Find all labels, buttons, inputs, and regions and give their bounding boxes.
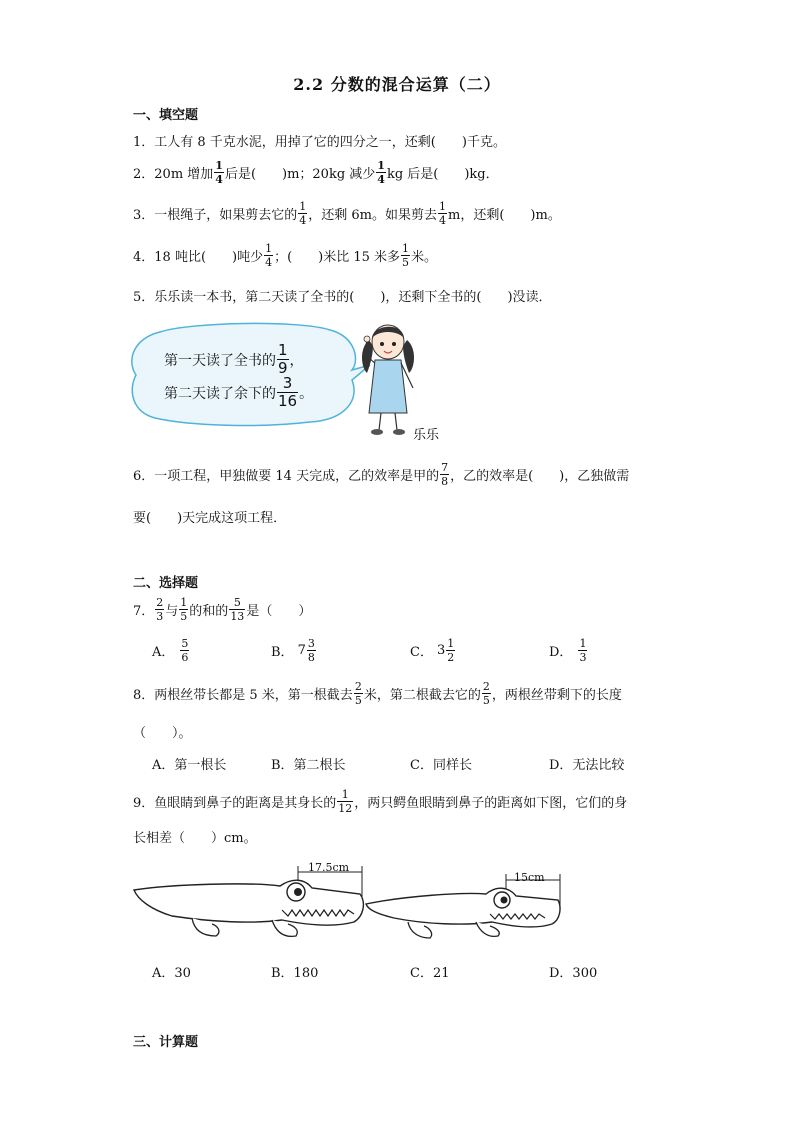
- question-9: [133, 789, 627, 814]
- question-6: [133, 462, 629, 487]
- q7-option-b-whole: 7: [297, 643, 306, 658]
- q7-option-c-label: C．: [410, 645, 433, 660]
- crocodile-1-measure: 17.5cm: [308, 861, 350, 874]
- q7-option-b[interactable]: [271, 638, 317, 663]
- section-fill-heading: 一、填空题: [133, 108, 199, 123]
- q6-fraction: $\frac{7}{8}$: [441, 461, 449, 488]
- q9-option-a[interactable]: A．30: [152, 966, 191, 981]
- q8-fraction-2: $\frac{2}{5}$: [482, 680, 490, 707]
- q3-text-a: 3．一根绳子，如果剪去它的: [133, 208, 298, 223]
- q7-option-c-fraction: $\frac{1}{2}$: [447, 637, 455, 664]
- bubble-fraction-2: $\frac{3}{16}$: [278, 374, 298, 410]
- q8-text-b: 米，第二根截去它的: [363, 688, 481, 703]
- q2-text-b: 后是( )m；20kg 减少: [224, 167, 376, 182]
- q3-fraction-1: $\frac{1}{4}$: [299, 200, 307, 227]
- q9-text-a: 9．鱼眼睛到鼻子的距离是其身长的: [133, 796, 337, 811]
- q8-text-a: 8．两根丝带长都是 5 米，第一根截去: [133, 688, 353, 703]
- q7-option-d-fraction: $\frac{1}{3}$: [579, 637, 587, 664]
- q7-text-b: 与: [165, 604, 179, 619]
- q4-fraction-1: $\frac{1}{4}$: [265, 242, 273, 269]
- q8-option-a[interactable]: A．第一根长: [152, 758, 227, 773]
- q3-text-b: ，还剩 6m。如果剪去: [308, 208, 438, 223]
- q2-fraction-2: $\frac{1}{4}$: [377, 159, 385, 186]
- q6-text-b: ，乙的效率是( )，乙独做需: [450, 469, 630, 484]
- q4-text-b: ；( )米比 15 米多: [274, 250, 401, 265]
- q8-option-c[interactable]: C．同样长: [410, 758, 472, 773]
- q3-fraction-2: $\frac{1}{4}$: [439, 200, 447, 227]
- question-8: [133, 681, 622, 706]
- question-1: 1．工人有 8 千克水泥，用掉了它的四分之一，还剩( )千克。: [133, 135, 506, 150]
- question-7: [133, 597, 311, 622]
- q7-option-b-fraction: $\frac{3}{8}$: [307, 637, 315, 664]
- q7-option-b-label: B．: [271, 645, 294, 660]
- q7-text-a: 7．: [133, 604, 155, 619]
- q8-option-b[interactable]: B．第二根长: [271, 758, 346, 773]
- page-title: 2.2 分数的混合运算（二）: [293, 75, 501, 94]
- bubble-line-2-text: 第二天读了余下的: [164, 385, 276, 402]
- q7-fraction-3: $\frac{5}{13}$: [230, 596, 245, 623]
- q9-text-b: ，两只鳄鱼眼睛到鼻子的距离如下图，它们的身: [354, 796, 628, 811]
- question-4: [133, 243, 437, 268]
- q2-text-a: 2．20m 增加: [133, 167, 214, 182]
- q9-option-c[interactable]: C．21: [410, 966, 450, 981]
- crocodile-2-measure: 15cm: [514, 871, 545, 884]
- q4-text-c: 米。: [411, 250, 438, 265]
- question-5: 5．乐乐读一本书，第二天读了全书的( )，还剩下全书的( )没读．: [133, 290, 552, 305]
- bubble-line-1-text: 第一天读了全书的: [164, 352, 276, 369]
- q8-fraction-1: $\frac{2}{5}$: [354, 680, 362, 707]
- bubble-line-1: [164, 343, 304, 376]
- girl-label: 乐乐: [413, 428, 440, 443]
- q8-text-c: ，两根丝带剩下的长度: [491, 688, 622, 703]
- q7-text-c: 的和的: [189, 604, 229, 619]
- question-9-line-2: 长相差（ ）cm。: [133, 831, 257, 846]
- q9-fraction: $\frac{1}{12}$: [338, 788, 353, 815]
- q7-option-d-label: D．: [549, 645, 573, 660]
- q7-option-c-whole: 3: [436, 643, 446, 658]
- bubble-fraction-1: $\frac{1}{9}$: [278, 341, 288, 377]
- q7-fraction-2: $\frac{1}{5}$: [180, 596, 188, 623]
- question-6-line-2: 要( )天完成这项工程．: [133, 511, 287, 526]
- question-3: [133, 201, 561, 226]
- q7-option-a[interactable]: [152, 638, 190, 663]
- section-calc-heading: 三、计算题: [133, 1035, 199, 1050]
- q7-fraction-1: $\frac{2}{3}$: [156, 596, 164, 623]
- q9-option-d[interactable]: D．300: [549, 966, 598, 981]
- bubble-line-2: [164, 376, 313, 409]
- q7-option-a-fraction: $\frac{5}{6}$: [181, 637, 189, 664]
- q8-option-d[interactable]: D．无法比较: [549, 758, 625, 773]
- q9-option-b[interactable]: B．180: [271, 966, 319, 981]
- q3-text-c: m，还剩( )m。: [448, 208, 561, 223]
- section-choice-heading: 二、选择题: [133, 576, 199, 591]
- q2-text-c: kg 后是( )kg．: [386, 167, 499, 182]
- q2-fraction-1: $\frac{1}{4}$: [215, 159, 223, 186]
- q7-option-a-label: A．: [152, 645, 175, 660]
- q7-option-c[interactable]: [410, 638, 456, 663]
- bubble-line-2-punct: 。: [299, 385, 314, 402]
- q4-fraction-2: $\frac{1}{5}$: [402, 242, 410, 269]
- q7-option-d[interactable]: [549, 638, 588, 663]
- q6-text-a: 6．一项工程，甲独做要 14 天完成，乙的效率是甲的: [133, 469, 440, 484]
- q4-text-a: 4．18 吨比( )吨少: [133, 250, 264, 265]
- bubble-line-1-punct: ，: [289, 352, 304, 369]
- q7-text-e: 是（ ）: [246, 604, 312, 619]
- question-8-line-2: （ ）。: [133, 726, 192, 741]
- question-2: [133, 160, 499, 185]
